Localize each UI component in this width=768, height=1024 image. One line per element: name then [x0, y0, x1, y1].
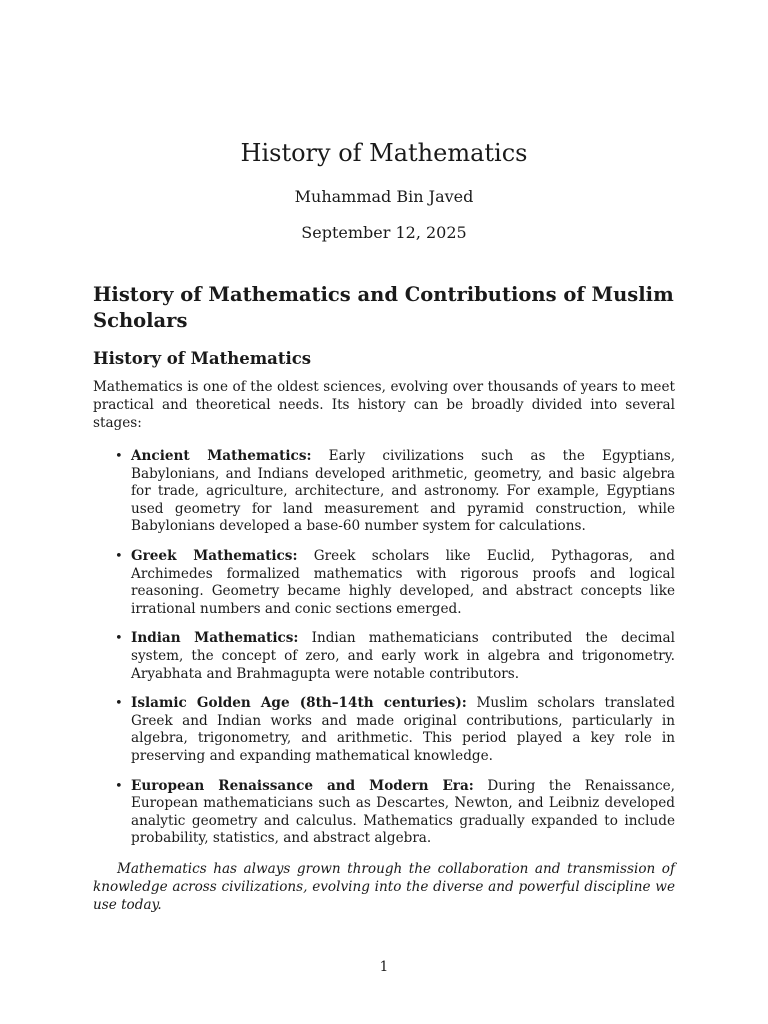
list-item-text: Indian mathematicians contributed the decimal system, the concept of zero, and early work in algebra and trigonometry. Aryabhata and Brahmagupta were notable contributors. — [131, 630, 675, 682]
list-item-islamic — [93, 695, 675, 765]
closing-paragraph: Mathematics has always grown through the collaboration and transmission of knowledge across civilizations, evolving into the diverse and powerful discipline we use today. — [93, 860, 675, 913]
document-title: History of Mathematics — [240, 139, 528, 167]
list-item-european — [93, 778, 675, 848]
bullet-icon: • — [115, 696, 123, 712]
document-author: Muhammad Bin Javed — [294, 187, 474, 206]
bullet-icon: • — [115, 631, 123, 647]
document-body — [93, 282, 675, 914]
list-item-term: Greek Mathematics: — [131, 547, 298, 564]
list-item-text: Greek scholars like Euclid, Pythagoras, and Archimedes formalized mathematics with rigorous proofs and logical reasoning. Geometry became highly developed, and abstract concepts like irrational numbers and conic sections emerged. — [131, 547, 675, 617]
bullet-icon: • — [115, 778, 123, 794]
stages-list — [93, 448, 675, 848]
list-item-term: Indian Mathematics: — [131, 630, 299, 647]
list-item-term: Islamic Golden Age (8th–14th centuries): — [131, 695, 467, 712]
document-date: September 12, 2025 — [301, 223, 467, 242]
list-item-greek — [93, 548, 675, 618]
section-heading: History of Mathematics and Contributions of Muslim Scholars — [93, 283, 674, 332]
bullet-icon: • — [115, 548, 123, 564]
subsection-heading: History of Mathematics — [93, 349, 312, 368]
page-number: 1 — [379, 959, 389, 975]
list-item-text: During the Renaissance, European mathematicians such as Descartes, Newton, and Leibniz developed analytic geometry and calculus. Mathematics gradually expanded to include probability, statistics, and abstract algebra. — [131, 777, 675, 847]
intro-paragraph: Mathematics is one of the oldest sciences, evolving over thousands of years to meet practical and theoretical needs. Its history can be broadly divided into several stages: — [93, 379, 675, 431]
list-item-term: Ancient Mathematics: — [131, 448, 312, 464]
list-item-text: Muslim scholars translated Greek and Indian works and made original contributions, particularly in algebra, trigonometry, and arithmetic. This period played a key role in preserving and expanding mathematical knowledge. — [131, 695, 676, 764]
list-item-ancient — [93, 448, 675, 536]
bullet-icon: • — [115, 449, 123, 464]
list-item-indian — [93, 630, 675, 683]
list-item-text: Early civilizations such as the Egyptians, Babylonians, and Indians developed arithmetic, geometry, and basic algebra for trade, agriculture, architecture, and astronomy. For example, Egyptians used geometry for land measurement and pyramid construction, while Babylonians developed a base-60 number system for calculations. — [131, 448, 676, 535]
list-item-term: European Renaissance and Modern Era: — [131, 777, 474, 794]
